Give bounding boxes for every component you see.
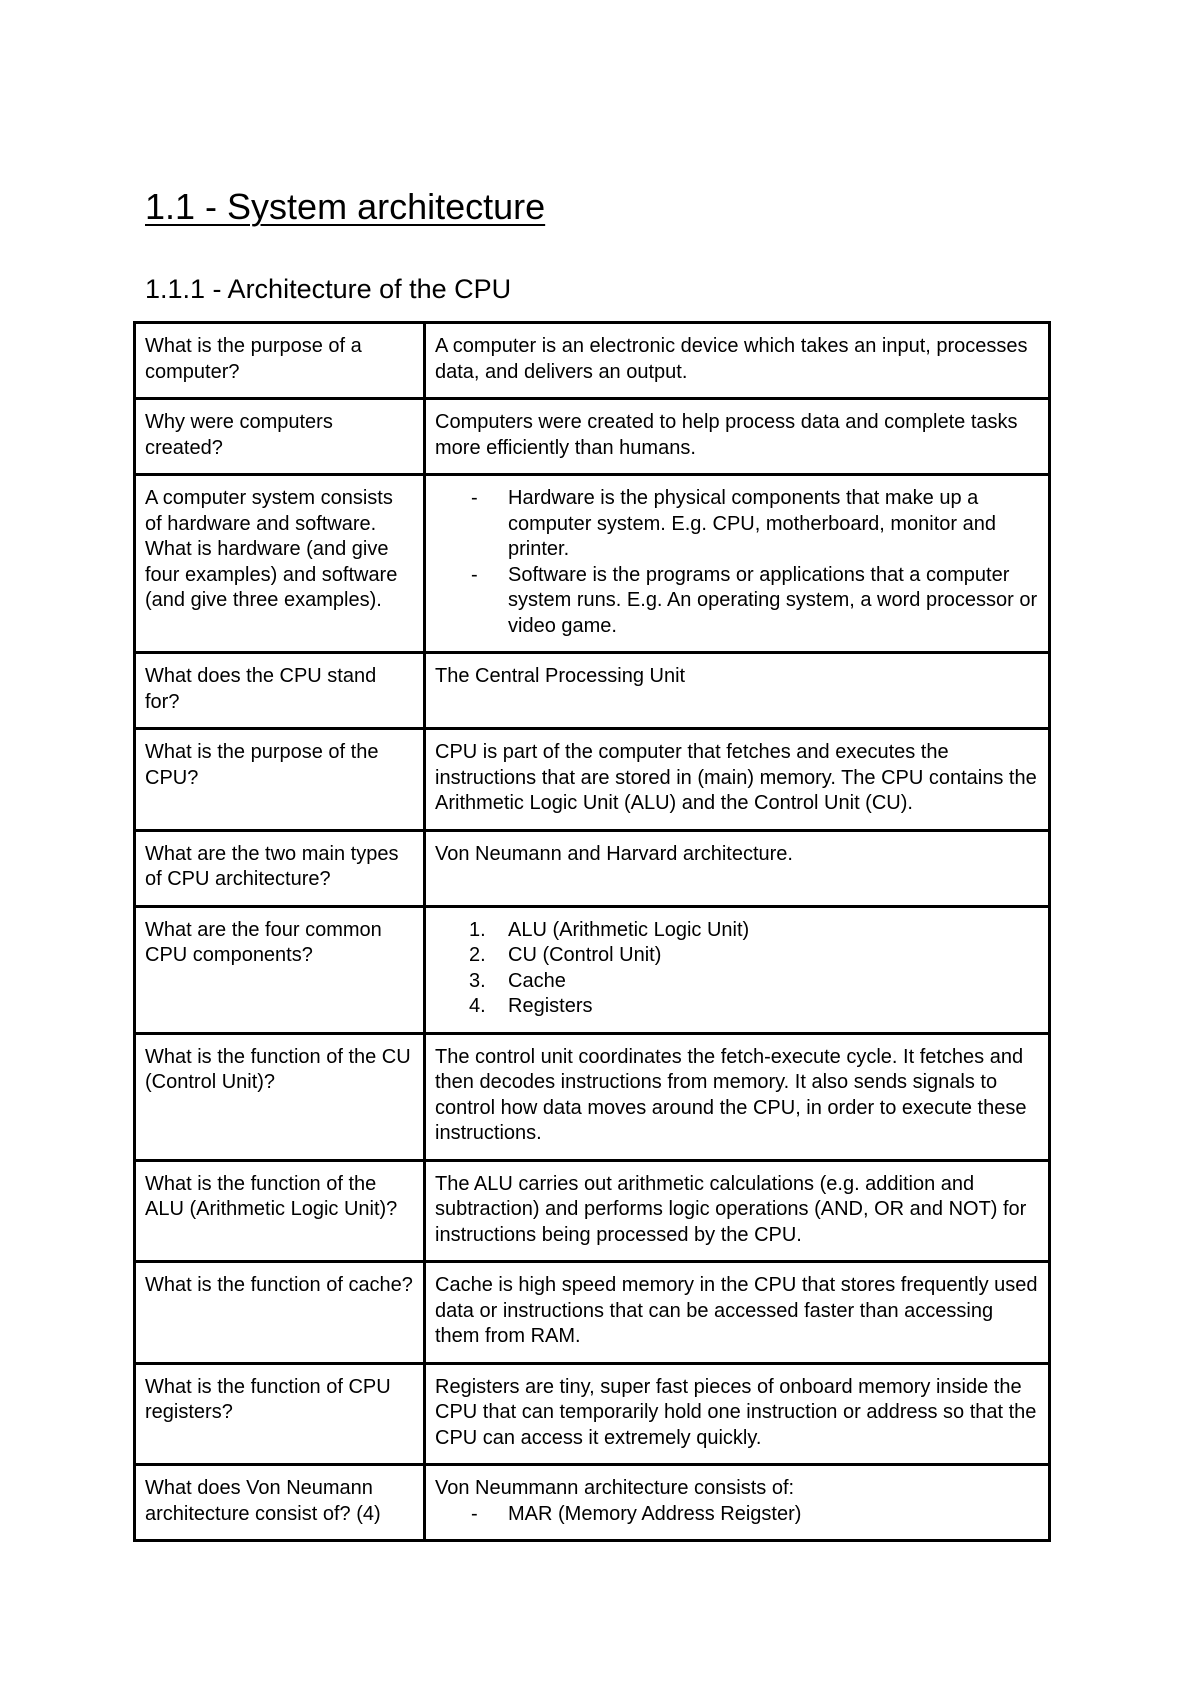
list-marker: 4. bbox=[469, 995, 486, 1017]
list-marker: 1. bbox=[469, 918, 486, 941]
question-cell: A computer system consists of hardware and software. What is hardware (and give four examples) and software (and give three examples). bbox=[135, 475, 425, 653]
table-row bbox=[135, 729, 1050, 831]
answer-cell: A computer is an electronic device which takes an input, processes data, and delivers an output. bbox=[425, 323, 1050, 399]
list-item bbox=[435, 1502, 1040, 1528]
answer-cell: Cache is high speed memory in the CPU that stores frequently used data or instructions that can be accessed faster than accessing them from RAM. bbox=[425, 1262, 1050, 1364]
list-item bbox=[435, 918, 1040, 944]
table-row bbox=[135, 1363, 1050, 1465]
answer-intro: Von Neummann architecture consists of: bbox=[435, 1477, 795, 1499]
table-row bbox=[135, 906, 1050, 1033]
answer-cell: Registers are tiny, super fast pieces of onboard memory inside the CPU that can temporarily hold one instruction or address so that the CPU can access it extremely quickly. bbox=[425, 1363, 1050, 1465]
answer-cell bbox=[425, 1465, 1050, 1541]
table-row bbox=[135, 1465, 1050, 1541]
list-item-text: Software is the programs or applications that a computer system runs. E.g. An operating system, a word processor or video game. bbox=[508, 563, 1038, 637]
question-cell: What is the purpose of the CPU? bbox=[135, 729, 425, 831]
answer-bullet-list bbox=[435, 1502, 1040, 1528]
table-row bbox=[135, 323, 1050, 399]
list-marker: - bbox=[471, 487, 478, 509]
list-item bbox=[435, 563, 1040, 640]
list-item bbox=[435, 943, 1040, 969]
answer-cell bbox=[425, 475, 1050, 653]
question-cell: What are the two main types of CPU architecture? bbox=[135, 830, 425, 906]
section-subtitle: 1.1.1 - Architecture of the CPU bbox=[145, 274, 512, 304]
answer-numbered-list bbox=[435, 918, 1040, 1020]
answer-cell: Computers were created to help process data and complete tasks more efficiently than humans. bbox=[425, 399, 1050, 475]
question-cell: What does the CPU stand for? bbox=[135, 653, 425, 729]
answer-cell: The Central Processing Unit bbox=[425, 653, 1050, 729]
list-marker: - bbox=[471, 1502, 478, 1525]
answer-cell bbox=[425, 906, 1050, 1033]
question-cell: What is the function of the CU (Control Unit)? bbox=[135, 1033, 425, 1160]
answer-cell: The ALU carries out arithmetic calculations (e.g. addition and subtraction) and performs logic operations (AND, OR and NOT) for instructions being processed by the CPU. bbox=[425, 1160, 1050, 1262]
question-cell: What does Von Neumann architecture consist of? (4) bbox=[135, 1465, 425, 1541]
question-cell: What is the purpose of a computer? bbox=[135, 323, 425, 399]
list-item-text: MAR (Memory Address Reigster) bbox=[508, 1502, 802, 1525]
list-marker: - bbox=[471, 563, 478, 586]
list-marker: 3. bbox=[469, 969, 486, 992]
answer-cell: The control unit coordinates the fetch-execute cycle. It fetches and then decodes instructions from memory. It also sends signals to control how data moves around the CPU, in order to execute these instructions. bbox=[425, 1033, 1050, 1160]
table-row bbox=[135, 475, 1050, 653]
question-cell: What is the function of CPU registers? bbox=[135, 1363, 425, 1465]
question-cell: What is the function of cache? bbox=[135, 1262, 425, 1364]
list-marker: 2. bbox=[469, 944, 486, 966]
question-cell: What is the function of the ALU (Arithmetic Logic Unit)? bbox=[135, 1160, 425, 1262]
question-cell: Why were computers created? bbox=[135, 399, 425, 475]
page-title: 1.1 - System architecture bbox=[145, 186, 546, 227]
table-row bbox=[135, 399, 1050, 475]
table-row bbox=[135, 830, 1050, 906]
answer-cell: CPU is part of the computer that fetches and executes the instructions that are stored in (main) memory. The CPU contains the Arithmetic Logic Unit (ALU) and the Control Unit (CU). bbox=[425, 729, 1050, 831]
table-row bbox=[135, 1033, 1050, 1160]
list-item-text: Hardware is the physical components that make up a computer system. E.g. CPU, motherboard, monitor and printer. bbox=[508, 487, 996, 560]
list-item-text: Cache bbox=[508, 969, 566, 992]
table-row bbox=[135, 1262, 1050, 1364]
list-item-text: ALU (Arithmetic Logic Unit) bbox=[508, 918, 750, 941]
answer-cell: Von Neumann and Harvard architecture. bbox=[425, 830, 1050, 906]
list-item bbox=[435, 486, 1040, 563]
list-item bbox=[435, 969, 1040, 995]
table-row bbox=[135, 653, 1050, 729]
table-row bbox=[135, 1160, 1050, 1262]
answer-bullet-list bbox=[435, 486, 1040, 639]
question-cell: What are the four common CPU components? bbox=[135, 906, 425, 1033]
list-item bbox=[435, 994, 1040, 1020]
list-item-text: CU (Control Unit) bbox=[508, 944, 662, 966]
list-item-text: Registers bbox=[508, 995, 593, 1017]
qa-table bbox=[133, 321, 1051, 1542]
